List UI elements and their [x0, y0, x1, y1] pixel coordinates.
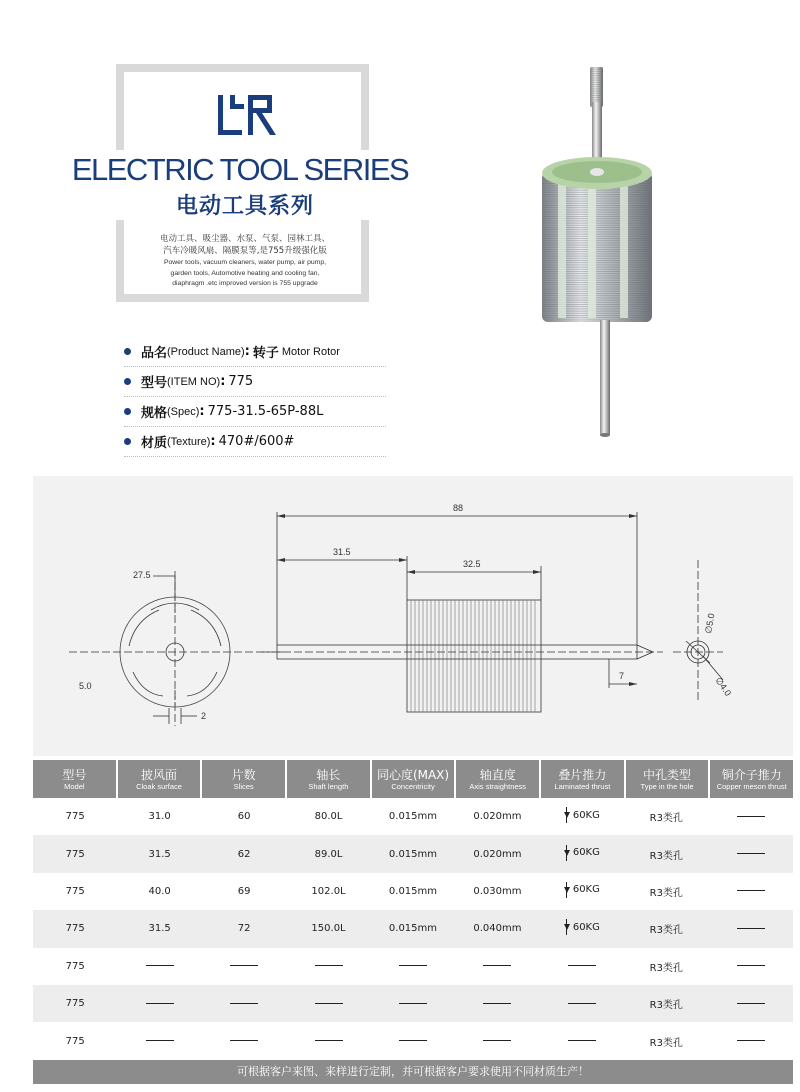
cell-axis: 0.020mm [473, 811, 522, 823]
cell-shaft: 89.0L [314, 848, 343, 860]
info-label-zh: 品名 [141, 346, 168, 361]
rotor-product-image [528, 62, 658, 442]
info-separator: : [199, 404, 205, 419]
cell-axis: 0.040mm [473, 923, 522, 935]
company-logo-icon [212, 93, 282, 139]
empty-dash [315, 1040, 343, 1041]
header-thrust: 叠片推力 Laminated thrust [539, 760, 624, 798]
cell-cloak: 31.5 [148, 923, 171, 935]
table-row [33, 835, 793, 872]
cell-hole: R3类孔 [649, 887, 683, 899]
dim-left-length: 31.5 [333, 547, 351, 557]
down-arrow-icon [564, 807, 570, 823]
header-model: 型号 Model [62, 767, 87, 791]
cell-slices: 60 [237, 811, 251, 823]
table-row [33, 798, 793, 835]
info-label-zh: 规格 [141, 406, 168, 421]
cell-cloak: 31.5 [148, 848, 171, 860]
dim-end-length: 7 [619, 671, 625, 681]
header-hole: 中孔类型 Type in the hole [624, 760, 709, 798]
dim-shaft-inner: ∅4.0 [713, 675, 734, 698]
table-row [33, 873, 793, 910]
cell-hole: R3类孔 [649, 813, 683, 825]
dim-radius: 27.5 [133, 570, 151, 580]
dim-shaft-outer: ∅5.0 [703, 612, 717, 635]
table-header [33, 760, 793, 798]
info-row-item-no [124, 367, 386, 397]
empty-dash [399, 1040, 427, 1041]
empty-dash [230, 965, 258, 966]
cell-thrust: 60KG [540, 882, 624, 901]
table-body [33, 798, 793, 1060]
cell-concentricity: 0.015mm [388, 885, 438, 897]
technical-drawing-panel [33, 476, 793, 756]
cell-shaft: 80.0L [314, 811, 343, 823]
table-row [33, 1022, 793, 1059]
cell-cloak: 40.0 [148, 885, 171, 897]
description-zh-line: 汽车冷暖风扇、隔膜泵等,是755升级强化版 [163, 246, 327, 256]
cell-copper [709, 886, 793, 897]
info-separator: : [210, 434, 216, 449]
info-row-product-name [124, 337, 386, 367]
bullet-icon [124, 348, 131, 355]
empty-dash [737, 890, 765, 891]
empty-dash [230, 1003, 258, 1004]
cell-shaft: 150.0L [311, 923, 346, 935]
empty-dash [737, 853, 765, 854]
header-cloak: 披风面 Cloak surface [116, 760, 201, 798]
info-value-en: Motor Rotor [281, 345, 340, 358]
cell-copper [709, 923, 793, 934]
empty-dash [568, 965, 596, 966]
empty-dash [483, 1003, 511, 1004]
cell-model: 775 [65, 923, 85, 935]
empty-dash [737, 928, 765, 929]
dim-total-length: 88 [453, 503, 464, 513]
table-row [33, 910, 793, 947]
cell-model: 775 [65, 1035, 85, 1047]
empty-dash [568, 1003, 596, 1004]
product-info-list [124, 337, 386, 457]
description-en-line: diaphragm .etc improved version is 755 upgrade [172, 280, 318, 287]
series-title-en: ELECTRIC TOOL SERIES [71, 152, 409, 187]
down-arrow-icon [564, 845, 570, 861]
core-lamination-lines [411, 600, 535, 712]
footer-note: 可根据客户来图、来样进行定制，并可根据客户要求使用不同材质生产！ [33, 1060, 793, 1084]
cell-axis: 0.030mm [473, 885, 522, 897]
cell-thrust: 60KG [540, 845, 624, 864]
empty-dash [483, 1040, 511, 1041]
cell-slices: 69 [237, 885, 251, 897]
empty-dash [483, 965, 511, 966]
cell-hole: R3类孔 [649, 850, 683, 862]
series-title-zh: 电动工具系列 [175, 194, 314, 219]
empty-dash [146, 1003, 174, 1004]
empty-dash [315, 1003, 343, 1004]
cell-slices: 72 [237, 923, 251, 935]
info-label-zh: 材质 [141, 436, 168, 451]
cell-model: 775 [65, 960, 85, 972]
table-row [33, 948, 793, 985]
info-value-zh: 转子 [252, 346, 279, 361]
header-copper: 铜介子推力 Copper meson thrust [708, 760, 793, 798]
empty-dash [737, 1040, 765, 1041]
info-value: 470#/600# [218, 434, 295, 449]
empty-dash [146, 965, 174, 966]
info-separator: : [220, 374, 226, 389]
header-slices: 片数 Slices [200, 760, 285, 798]
cell-hole: R3类孔 [649, 1000, 683, 1012]
info-label-en: (ITEM NO) [167, 375, 221, 388]
cell-thrust: 60KG [540, 807, 624, 826]
header-concentricity: 同心度(MAX) Concentricity [370, 760, 455, 798]
empty-dash [399, 965, 427, 966]
spec-table [33, 760, 793, 1060]
empty-dash [737, 965, 765, 966]
cell-shaft: 102.0L [311, 885, 346, 897]
cell-concentricity: 0.015mm [388, 923, 438, 935]
description-zh-line: 电动工具、吸尘器、水泵、气泵、园林工具、 [159, 234, 330, 244]
info-label-en: (Product Name) [167, 345, 245, 358]
cell-hole: R3类孔 [649, 1037, 683, 1049]
info-row-spec [124, 397, 386, 427]
down-arrow-icon [564, 919, 570, 935]
table-row [33, 985, 793, 1022]
cell-model: 775 [65, 848, 85, 860]
info-label-en: (Spec) [167, 405, 200, 418]
bullet-icon [124, 408, 131, 415]
cell-hole: R3类孔 [649, 925, 683, 937]
dim-slot: 2 [201, 711, 207, 721]
header-axis: 轴直度 Axis straightness [454, 760, 539, 798]
info-label-en: (Texture) [167, 435, 211, 448]
cell-thrust: 60KG [540, 919, 624, 938]
bullet-icon [124, 378, 131, 385]
cell-copper [709, 849, 793, 860]
cell-axis: 0.020mm [473, 848, 522, 860]
cell-concentricity: 0.015mm [388, 848, 438, 860]
cell-hole: R3类孔 [649, 962, 683, 974]
bullet-icon [124, 438, 131, 445]
series-description [120, 233, 370, 289]
down-arrow-icon [564, 882, 570, 898]
empty-dash [737, 1003, 765, 1004]
empty-dash [568, 1040, 596, 1041]
dim-core-length: 32.5 [463, 559, 481, 569]
cell-model: 775 [65, 811, 85, 823]
description-en-line: Power tools, vacuum cleaners, water pump, air pump, [163, 259, 327, 266]
empty-dash [146, 1040, 174, 1041]
empty-dash [315, 965, 343, 966]
info-row-texture [124, 427, 386, 457]
empty-dash [399, 1003, 427, 1004]
cell-slices: 62 [237, 848, 251, 860]
description-en-line: garden tools, Automotive heating and cooling fan, [170, 269, 320, 277]
cell-concentricity: 0.015mm [388, 811, 438, 823]
cell-model: 775 [65, 998, 85, 1010]
technical-drawing [33, 476, 793, 756]
cell-copper [709, 811, 793, 822]
cell-cloak: 31.0 [148, 811, 171, 823]
cell-model: 775 [65, 885, 85, 897]
empty-dash [230, 1040, 258, 1041]
info-value: 775-31.5-65P-88L [207, 404, 324, 419]
info-separator: : [244, 344, 250, 359]
header-shaft: 轴长 Shaft length [285, 760, 370, 798]
dim-hole: 5.0 [79, 681, 92, 691]
info-value: 775 [228, 374, 254, 389]
empty-dash [737, 816, 765, 817]
info-label-zh: 型号 [141, 376, 168, 391]
